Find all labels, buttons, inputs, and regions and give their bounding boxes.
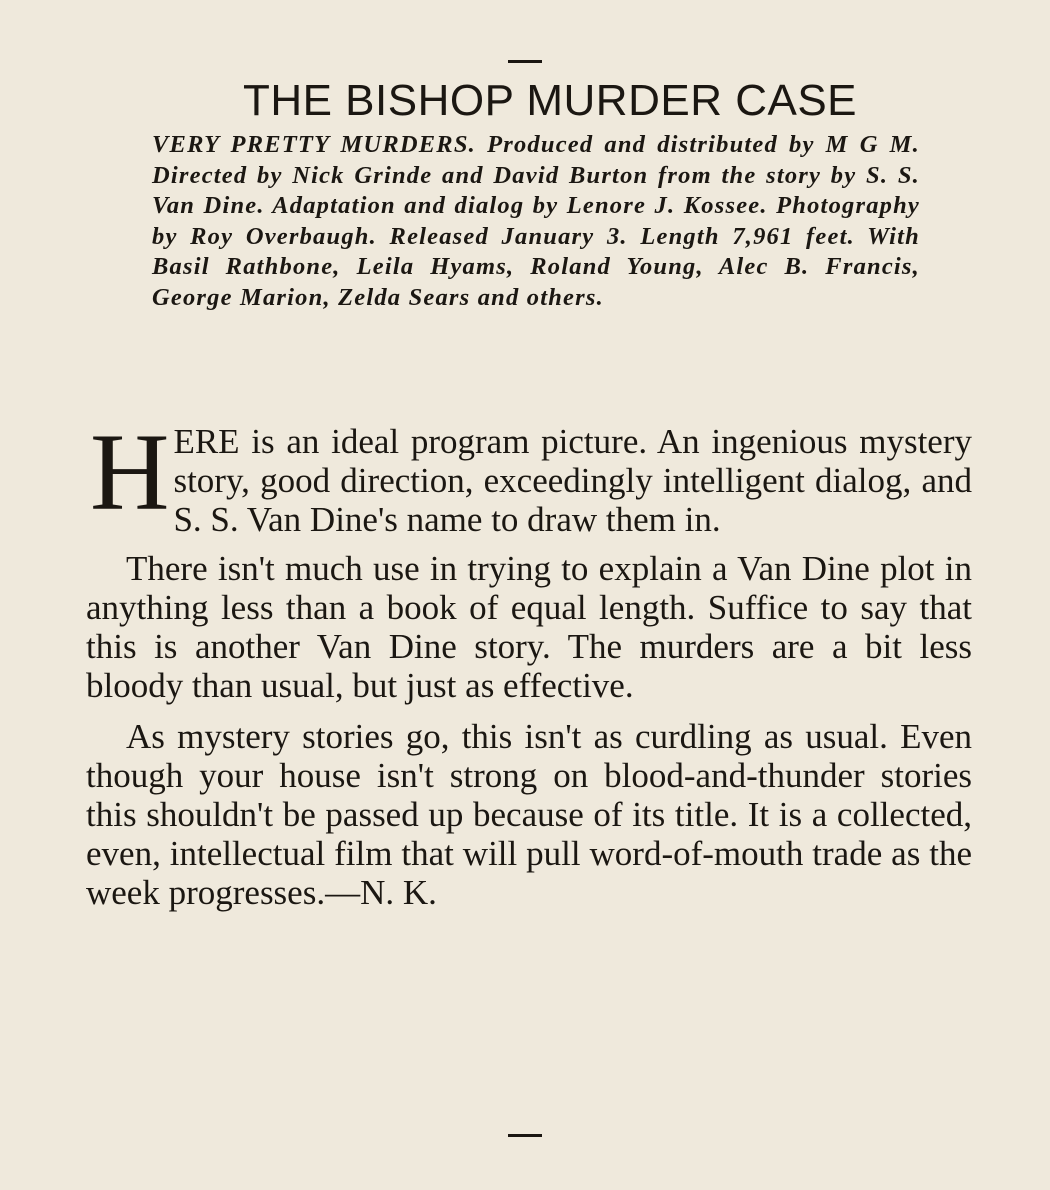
- film-credits: VERY PRETTY MURDERS. Produced and distributed by M G M. Directed by Nick Grinde and David Burton from the story by S. S. Van Dine. Adaptation and dialog by Lenore J. Kossee. Photography by Roy Overbaugh. Released January 3. Length 7,961 feet. With Basil Rathbone, Leila Hyams, Roland Young, Alec B. Francis, George Marion, Zelda Sears and others.: [152, 131, 920, 311]
- top-divider: [508, 60, 542, 63]
- drop-cap: H: [90, 411, 170, 533]
- bottom-divider: [508, 1134, 542, 1137]
- review-body: [86, 411, 972, 912]
- paragraph-1-text: ERE is an ideal program picture. An ingenious mystery story, good direction, exceedingly intelligent dialog, and S. S. Van Dine's name to draw them in.: [173, 422, 972, 539]
- paragraph-1: [86, 411, 972, 539]
- review-title: THE BISHOP MURDER CASE: [242, 76, 858, 125]
- paragraph-3: As mystery stories go, this isn't as curdling as usual. Even though your house isn't strong on blood-and-thunder stories this shouldn't be passed up because of its title. It is a collected, even, intellectual film that will pull word-of-mouth trade as the week progresses.—N. K.: [86, 717, 972, 912]
- paragraph-2: There isn't much use in trying to explain a Van Dine plot in anything less than a book of equal length. Suffice to say that this is another Van Dine story. The murders are a bit less bloody than usual, but just as effective.: [86, 549, 972, 705]
